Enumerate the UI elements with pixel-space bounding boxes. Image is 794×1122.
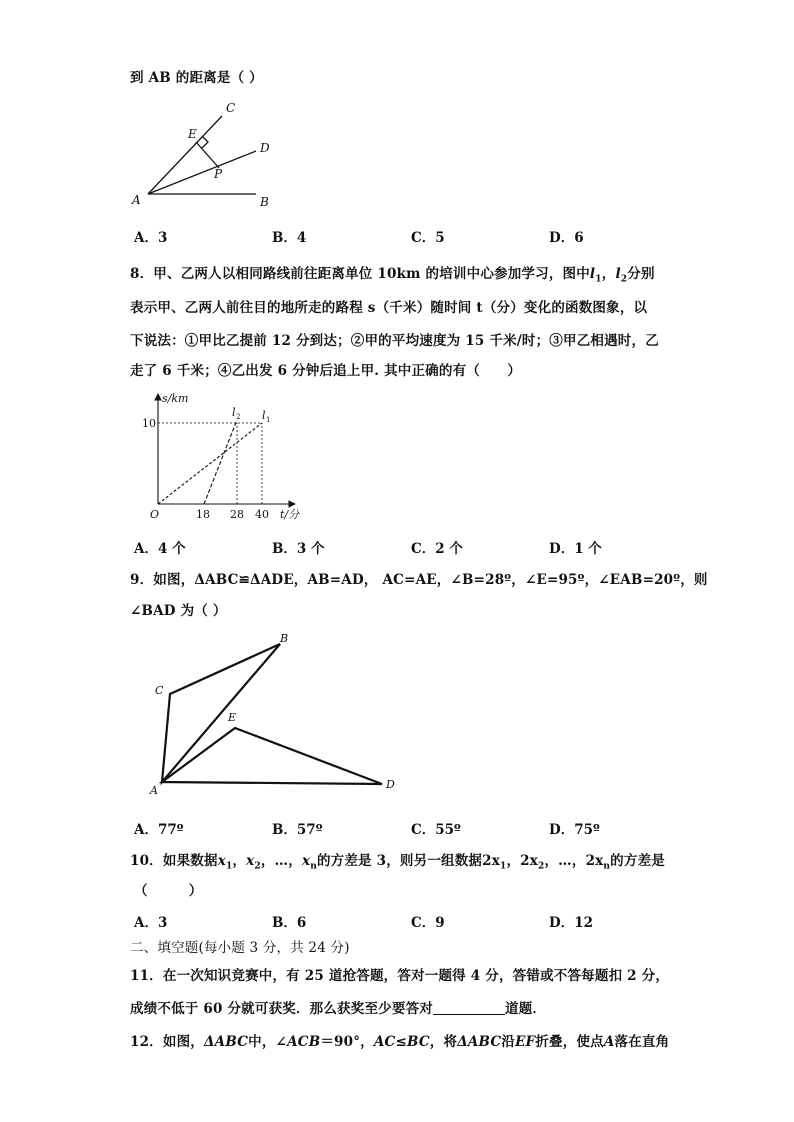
ray-ac — [148, 116, 222, 194]
q10-sep-6: ， — [571, 853, 586, 869]
q10-d2: 2x — [520, 853, 538, 869]
q10-line-1 — [130, 849, 665, 872]
q8-option-a[interactable]: A．4 个 — [134, 541, 186, 557]
q10-xn: x — [301, 853, 311, 869]
q10-pre: 10．如果数据 — [130, 853, 218, 869]
q9-option-b[interactable]: B．57º — [272, 822, 323, 838]
q8-l1-sub: 1 — [595, 274, 602, 285]
q8-distance-time-graph — [140, 390, 320, 525]
q10-sep-1: ， — [232, 853, 247, 869]
q12-tri: ΔABC — [204, 1034, 249, 1050]
q10-sep-4: ， — [506, 853, 521, 869]
label-p: P — [214, 167, 223, 181]
q8-l1: l — [589, 266, 596, 282]
label-e: E — [188, 127, 197, 141]
q12-mid5: 折叠，使点 — [535, 1034, 604, 1050]
q10-ellipsis: … — [274, 853, 289, 869]
q10-sep-3: ， — [288, 853, 302, 869]
q10-x2: x — [246, 853, 255, 869]
q8-option-d[interactable]: D．1 个 — [549, 541, 602, 557]
q10-x1: x — [217, 853, 226, 869]
label-c: C — [226, 101, 236, 115]
q12-mid1: 中，∠ — [248, 1034, 288, 1050]
q7-question-tail: 到 AB 的距离是（ ） — [130, 70, 263, 86]
q10-d2-sub: 2 — [538, 861, 545, 872]
q12-line-1 — [130, 1030, 669, 1050]
q11-line2-pre: 成绩不低于 60 分就可获奖．那么获奖至少要答对 — [130, 1001, 433, 1017]
label-d: D — [386, 778, 395, 791]
q7-option-c[interactable]: C．5 — [411, 230, 445, 246]
q12-mid4: 沿 — [501, 1034, 516, 1050]
label-d: D — [260, 141, 270, 155]
q10-option-c[interactable]: C．9 — [411, 915, 445, 931]
label-a: A — [132, 193, 141, 207]
q12-ef: EF — [515, 1034, 536, 1050]
label-b: B — [260, 195, 269, 209]
q11-line-2 — [130, 997, 546, 1017]
l2-label-sub: 2 — [236, 413, 241, 421]
x-tick-40: 40 — [255, 508, 269, 521]
q8-line1-end: 分别 — [627, 266, 655, 282]
q8-line1-text: 8．甲、乙两人以相同路线前往距离单位 10km 的培训中心参加学习，图中 — [130, 266, 590, 282]
q10-sep-5: ， — [544, 853, 559, 869]
q10-option-d[interactable]: D．12 — [549, 915, 593, 931]
right-angle-mark — [202, 136, 208, 148]
q8-option-c[interactable]: C．2 个 — [411, 541, 463, 557]
q10-x2-sub: 2 — [254, 861, 261, 872]
q8-line-1 — [130, 262, 655, 285]
triangle-abc — [162, 644, 280, 782]
q11-line2-post: 道题． — [505, 1001, 547, 1017]
q8-line-4: 走了 6 千米；④乙出发 6 分钟后追上甲. 其中正确的有（ ） — [130, 363, 522, 379]
l1-label-sub: 1 — [266, 416, 271, 424]
q11-answer-blank[interactable] — [433, 1002, 505, 1015]
l2-label: l — [232, 406, 236, 419]
q10-dn: 2x — [585, 853, 604, 869]
q9-line-2: ∠BAD 为（ ） — [130, 603, 227, 619]
q8-line-3: 下说法：①甲比乙提前 12 分到达；②甲的平均速度为 15 千米/时；③甲乙相遇时，乙 — [130, 333, 659, 349]
q10-x1-sub: 1 — [225, 861, 233, 872]
x-tick-18: 18 — [196, 508, 210, 521]
section-2-heading: 二、填空题(每小题 3 分，共 24 分) — [130, 940, 350, 956]
q7-option-d[interactable]: D．6 — [549, 230, 584, 246]
q11-line-1: 11．在一次知识竞赛中，有 25 道抢答题，答对一题得 4 分，答错或不答每题扣 2 分， — [130, 968, 670, 984]
label-b: B — [280, 632, 289, 645]
origin-label: O — [150, 508, 160, 521]
q8-sep: ， — [601, 266, 616, 282]
label-c: C — [155, 684, 164, 697]
q10-sep-2: ， — [260, 853, 275, 869]
ray-ad — [148, 151, 256, 194]
q12-mid2: ＝90°， — [320, 1034, 374, 1050]
label-a: A — [150, 784, 158, 797]
q12-acb: ACB — [287, 1034, 321, 1050]
q10-d1-sub: 1 — [499, 861, 507, 872]
q7-option-a[interactable]: A．3 — [134, 230, 168, 246]
perpendicular-pe — [196, 142, 219, 168]
q10-post: 的方差是 — [610, 853, 665, 869]
q10-line-2: （ ） — [134, 883, 203, 899]
q10-option-b[interactable]: B．6 — [272, 915, 307, 931]
q9-option-d[interactable]: D．75º — [549, 822, 600, 838]
label-e: E — [228, 711, 237, 724]
q12-tri2: ΔABC — [457, 1034, 502, 1050]
q9-line-1: 9．如图，ΔABC≌ΔADE，AB=AD， AC=AE，∠B=28º，∠E=95º，∠EAB=20º，则 — [130, 572, 708, 588]
q10-xn-sub: n — [310, 861, 317, 872]
line-l1 — [158, 423, 262, 504]
q9-triangles-figure — [140, 626, 410, 798]
q12-a: A — [603, 1034, 615, 1050]
q10-dn-sub: n — [603, 861, 611, 872]
s-axis-label: s/km — [162, 392, 189, 405]
line-l2 — [204, 420, 237, 504]
q10-mid: 的方差是 3，则另一组数据 — [316, 853, 483, 869]
q8-l2: l — [615, 266, 621, 282]
q12-end: 落在直角 — [614, 1034, 670, 1050]
t-axis-label: t/分 — [280, 508, 300, 521]
q8-l2-sub: 2 — [620, 274, 628, 285]
q10-option-a[interactable]: A．3 — [134, 915, 168, 931]
q9-option-c[interactable]: C．55º — [411, 822, 461, 838]
q12-num: 12．如图， — [130, 1034, 204, 1050]
l1-label: l — [262, 409, 266, 422]
q7-option-b[interactable]: B．4 — [272, 230, 307, 246]
x-tick-28: 28 — [230, 508, 244, 521]
q8-line-2: 表示甲、乙两人前往目的地所走的路程 s（千米）随时间 t（分）变化的函数图象，以 — [130, 300, 648, 316]
q12-cond: AC≤BC — [373, 1034, 430, 1050]
q8-option-b[interactable]: B．3 个 — [272, 541, 325, 557]
y-tick-10: 10 — [142, 417, 156, 430]
q12-mid3: ，将 — [429, 1034, 458, 1050]
q10-ellipsis-2: … — [558, 853, 572, 869]
q7-angle-figure — [128, 96, 288, 212]
q9-option-a[interactable]: A．77º — [134, 822, 184, 838]
triangle-ade — [162, 728, 382, 784]
q10-d1: 2x — [482, 853, 500, 869]
